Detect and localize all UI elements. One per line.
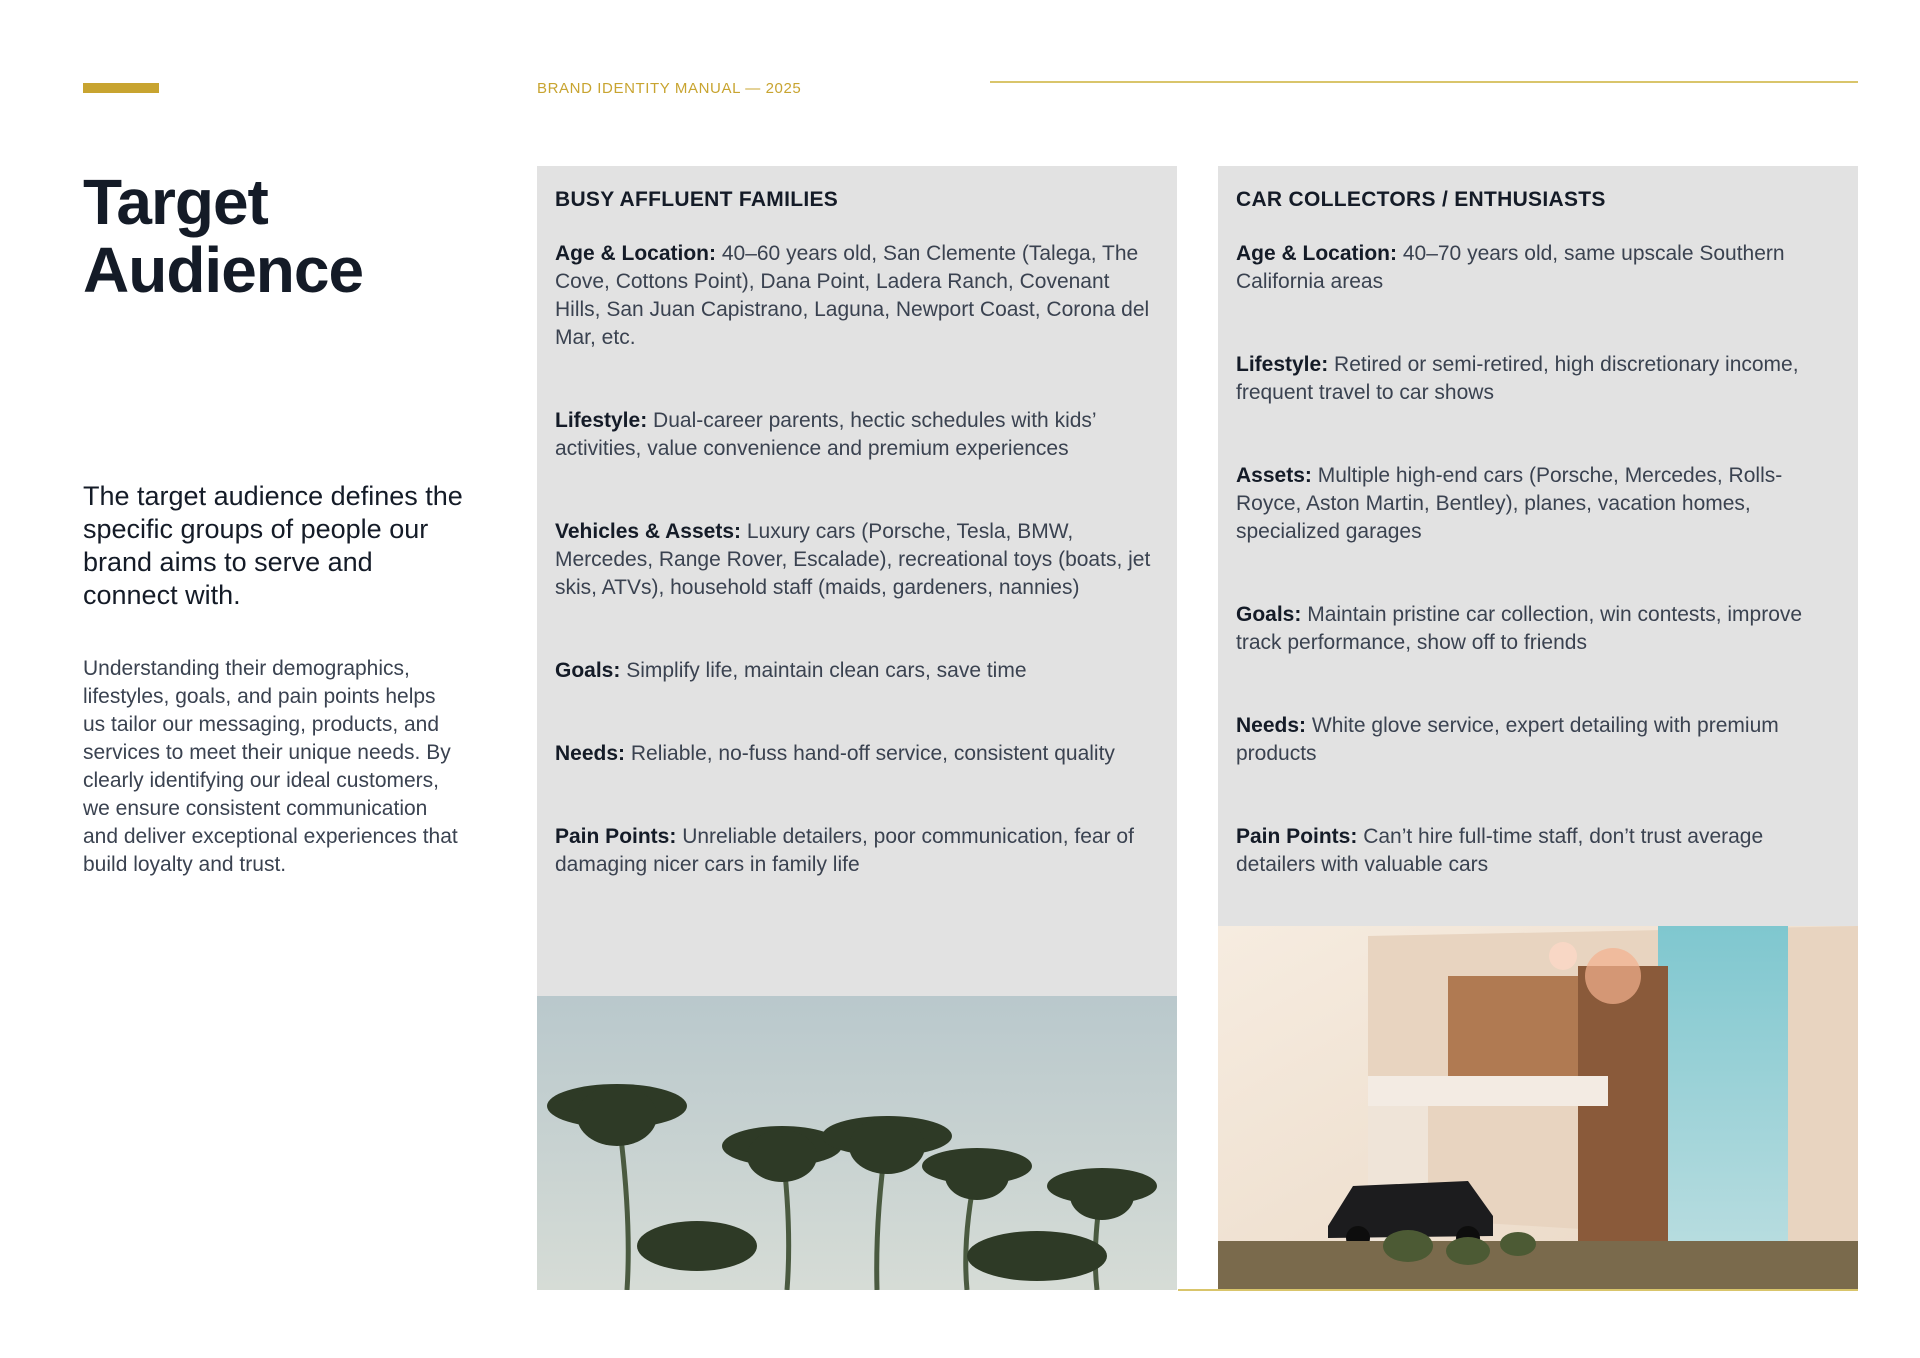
segment-heading: CAR COLLECTORS / ENTHUSIASTS [1236,188,1606,211]
field-value: Unreliable detailers, poor communication, fear of damaging nicer cars in family life [555,825,1134,876]
intro-body: Understanding their demographics, lifestyles, goals, and pain points helps us tailor our messaging, products, and services to meet their unique needs. By clearly identifying our ideal customers, we ensure consistent communication and deliver exceptional experiences that build loyalty and trust. [83,657,458,876]
field-age-location [555,240,1159,352]
field-label: Goals: [1236,603,1302,626]
field-label: Vehicles & Assets: [555,520,741,543]
field-value: 40–60 years old, San Clemente (Talega, The Cove, Cottons Point), Dana Point, Ladera Ranch, Covenant Hills, San Juan Capistrano, Laguna, Newport Coast, Corona del Mar, etc. [555,242,1150,349]
field-label: Pain Points: [1236,825,1358,848]
field-label: Needs: [555,742,626,765]
field-lifestyle [555,407,1159,463]
field-goals [555,657,1159,685]
header-accent-bar [83,83,159,93]
field-label: Pain Points: [555,825,677,848]
bottom-rule [1178,1289,1858,1291]
field-label: Goals: [555,659,621,682]
segment-heading: BUSY AFFLUENT FAMILIES [555,188,839,211]
field-value: Retired or semi-retired, high discretionary income, frequent travel to car shows [1236,353,1799,404]
field-label: Age & Location: [1236,242,1397,265]
page-title [83,168,363,304]
field-goals [1236,601,1840,657]
field-label: Lifestyle: [1236,353,1329,376]
segment-busy-affluent-families [537,166,1177,1290]
header-rule [990,81,1858,83]
field-label: Lifestyle: [555,409,648,432]
field-label: Age & Location: [555,242,716,265]
field-age-location [1236,240,1840,296]
palm-trees-illustration [537,996,1177,1290]
field-value: Luxury cars (Porsche, Tesla, BMW, Mercedes, Range Rover, Escalade), recreational toys (boats, jet skis, ATVs), household staff (maids, gardeners, nannies) [555,520,1151,599]
field-value: Reliable, no-fuss hand-off service, consistent quality [630,742,1115,765]
field-value: Dual-career parents, hectic schedules with kids’ activities, value convenience and premium experiences [555,409,1096,460]
field-value: 40–70 years old, same upscale Southern California areas [1236,242,1785,293]
field-value: Maintain pristine car collection, win contests, improve track performance, show off to friends [1236,603,1803,654]
field-lifestyle [1236,351,1840,407]
modern-house-photo [1218,926,1858,1290]
field-label: Needs: [1236,714,1307,737]
palm-trees-photo [537,996,1177,1290]
field-pain-points [555,823,1159,879]
field-needs [1236,712,1840,768]
modern-house-illustration [1218,926,1858,1290]
segment-card [537,166,1177,996]
field-pain-points [1236,823,1840,879]
field-vehicles-assets [555,518,1159,602]
field-value: Simplify life, maintain clean cars, save time [626,659,1027,682]
segment-card [1218,166,1858,926]
manual-label: BRAND IDENTITY MANUAL — 2025 [537,80,802,97]
title-line-1: Target [83,166,268,238]
field-value: Can’t hire full-time staff, don’t trust average detailers with valuable cars [1236,825,1764,876]
segment-car-collectors [1218,166,1858,1290]
field-value: White glove service, expert detailing with premium products [1236,714,1779,765]
title-line-2: Audience [83,234,364,306]
field-assets [1236,462,1840,546]
field-label: Assets: [1236,464,1312,487]
field-needs [555,740,1159,768]
field-value: Multiple high-end cars (Porsche, Mercedes, Rolls-Royce, Aston Martin, Bentley), planes, vacation homes, specialized garages [1236,464,1783,543]
intro-lead: The target audience defines the specific groups of people our brand aims to serve and connect with. [83,481,463,610]
